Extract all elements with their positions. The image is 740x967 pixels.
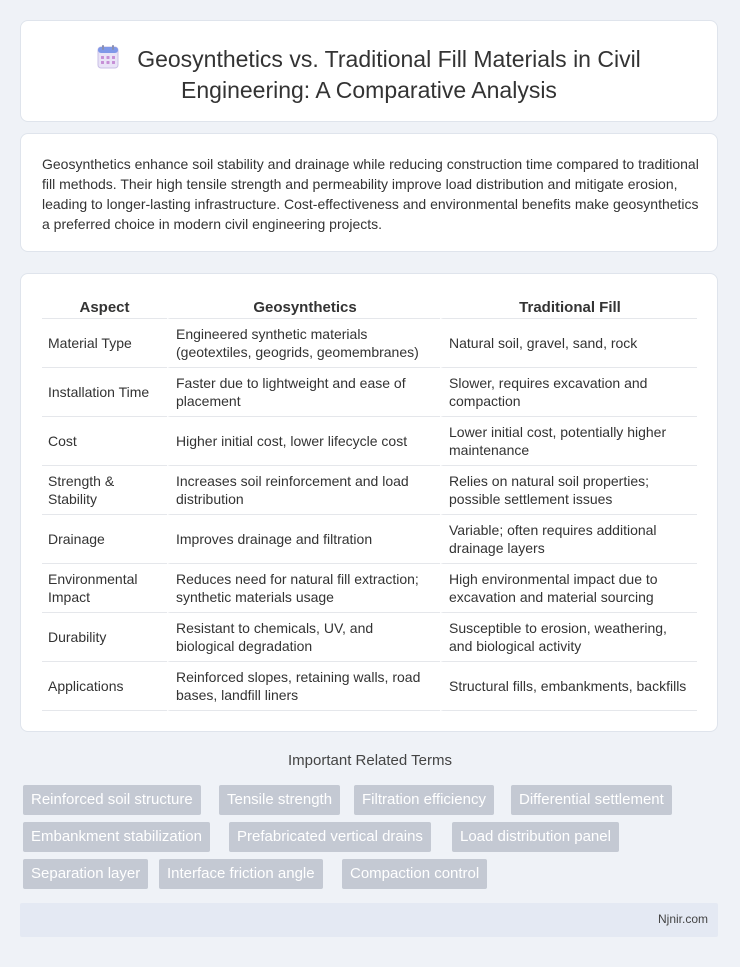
cell-geosynthetics: Resistant to chemicals, UV, and biological degradation	[167, 613, 440, 662]
term-tag[interactable]: Tensile strength	[219, 785, 340, 815]
term-tag[interactable]: Interface friction angle	[159, 859, 323, 889]
cell-geosynthetics: Improves drainage and filtration	[167, 515, 440, 564]
term-tag[interactable]: Prefabricated vertical drains	[229, 822, 431, 852]
cell-traditional: Variable; often requires additional drainage layers	[440, 515, 697, 564]
title-line-2: Engineering: A Comparative Analysis	[181, 77, 557, 103]
intro-card	[20, 133, 718, 252]
cell-traditional: Slower, requires excavation and compaction	[440, 368, 697, 417]
cell-traditional: Natural soil, gravel, sand, rock	[440, 319, 697, 368]
intro-paragraph: Geosynthetics enhance soil stability and drainage while reducing construction time compared to traditional fill methods. Their high tensile strength and permeability improve load distribution and mitigate erosion, leading to longer-lasting infrastructure. Cost-effectiveness and environmental benefits make geosynthetics a preferred choice in modern civil engineering projects.	[42, 156, 699, 232]
header-geosynthetics: Geosynthetics	[167, 296, 440, 319]
cell-traditional: Relies on natural soil properties; possible settlement issues	[440, 466, 697, 515]
cell-aspect: Environmental Impact	[42, 564, 167, 613]
cell-aspect: Material Type	[42, 319, 167, 368]
table-row	[42, 564, 697, 613]
table-row	[42, 368, 697, 417]
table-row	[42, 662, 697, 711]
term-tag[interactable]: Compaction control	[342, 859, 487, 889]
table-row	[42, 515, 697, 564]
calendar-icon	[97, 45, 119, 76]
title-line-1: Geosynthetics vs. Traditional Fill Materials in Civil	[137, 46, 641, 72]
table-row	[42, 319, 697, 368]
cell-geosynthetics: Engineered synthetic materials (geotextiles, geogrids, geomembranes)	[167, 319, 440, 368]
footer-site[interactable]: Njnir.com	[657, 912, 708, 926]
footer	[20, 903, 718, 937]
cell-aspect: Cost	[42, 417, 167, 466]
term-tag[interactable]: Separation layer	[23, 859, 148, 889]
header-aspect: Aspect	[42, 296, 167, 319]
cell-traditional: Susceptible to erosion, weathering, and biological activity	[440, 613, 697, 662]
related-terms-title: Important Related Terms	[288, 752, 452, 769]
comparison-card	[20, 273, 718, 732]
title-card	[20, 20, 718, 122]
page-title	[21, 45, 717, 105]
term-tag[interactable]: Differential settlement	[511, 785, 672, 815]
table-row	[42, 466, 697, 515]
cell-traditional: High environmental impact due to excavation and material sourcing	[440, 564, 697, 613]
cell-aspect: Durability	[42, 613, 167, 662]
comparison-table	[42, 296, 697, 711]
cell-geosynthetics: Higher initial cost, lower lifecycle cost	[167, 417, 440, 466]
cell-geosynthetics: Reduces need for natural fill extraction; synthetic materials usage	[167, 564, 440, 613]
table-row	[42, 613, 697, 662]
term-tag[interactable]: Reinforced soil structure	[23, 785, 201, 815]
header-traditional-fill: Traditional Fill	[440, 296, 697, 319]
cell-geosynthetics: Increases soil reinforcement and load distribution	[167, 466, 440, 515]
cell-aspect: Installation Time	[42, 368, 167, 417]
cell-aspect: Strength & Stability	[42, 466, 167, 515]
cell-geosynthetics: Reinforced slopes, retaining walls, road bases, landfill liners	[167, 662, 440, 711]
term-tag[interactable]: Embankment stabilization	[23, 822, 210, 852]
table-row	[42, 417, 697, 466]
cell-geosynthetics: Faster due to lightweight and ease of placement	[167, 368, 440, 417]
cell-aspect: Drainage	[42, 515, 167, 564]
cell-traditional: Lower initial cost, potentially higher maintenance	[440, 417, 697, 466]
term-tag[interactable]: Load distribution panel	[452, 822, 619, 852]
cell-aspect: Applications	[42, 662, 167, 711]
cell-traditional: Structural fills, embankments, backfills	[440, 662, 697, 711]
table-header-row	[42, 296, 697, 319]
term-tag[interactable]: Filtration efficiency	[354, 785, 494, 815]
